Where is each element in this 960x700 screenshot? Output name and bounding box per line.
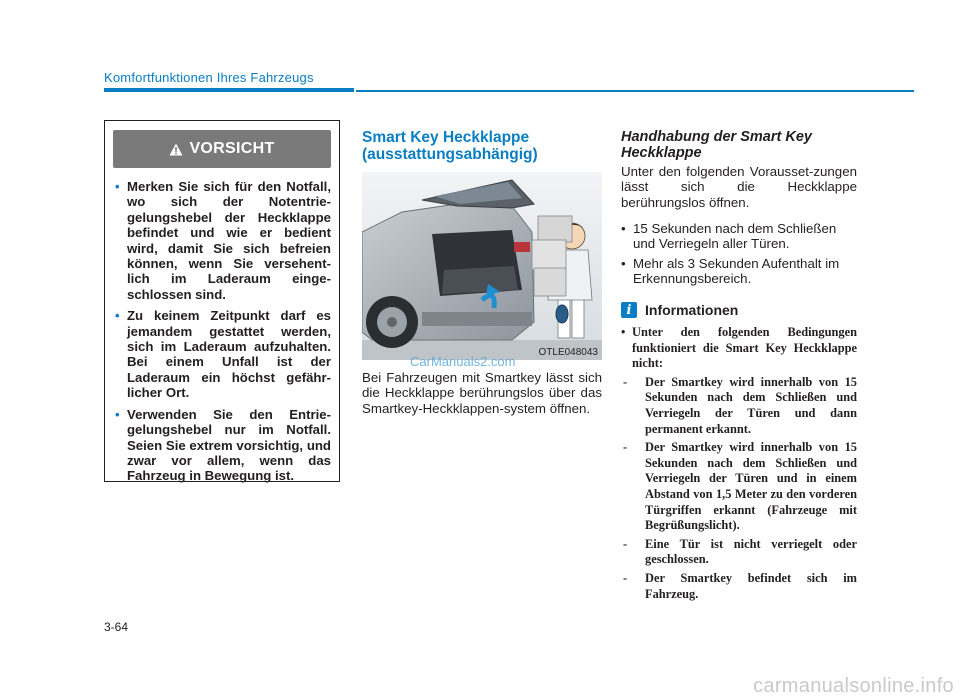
info-header (621, 302, 738, 318)
info-main-item (621, 325, 857, 372)
info-sub-item (623, 571, 857, 602)
smart-key-tailgate-title: Smart Key Heckklappe (ausstattungsabhängig) (362, 129, 538, 163)
caution-item (115, 179, 331, 302)
footer-watermark: carmanualsonline.info (753, 675, 954, 697)
header-rule-thick (104, 88, 354, 92)
info-main-text: Unter den folgenden Bedingungen funktioniert die Smart Key Heckklappe nicht: (632, 325, 857, 371)
info-sub-item (623, 537, 857, 568)
info-sub-text: Der Smartkey wird innerhalb von 15 Sekunden nach dem Schließen und Verriegeln der Türen und dann permanent erkannt. (645, 374, 857, 436)
bullet-icon: • (115, 179, 120, 194)
watermark-small: CarManuals2.com (410, 354, 516, 369)
info-sub-text: Der Smartkey wird innerhalb von 15 Sekunden nach dem Schließen und Verriegeln der Türen und in einem Abstand von 1,5 Meter zu den vorderen Türgriffen erkannt (Fahrzeuge mit Begrüßungslicht). (645, 440, 857, 533)
caution-item (115, 407, 331, 484)
info-block (621, 325, 857, 602)
tailgate-illustration (362, 172, 602, 360)
info-sub-text: Eine Tür ist nicht verriegelt oder geschlossen. (645, 536, 857, 567)
caution-item-text: Merken Sie sich für den Notfall, wo sich der Notentrie-gelungshebel der Heckklappe befindet und wie er bedient wird, damit Sie sich befreien können, wenn Sie versehent-lich im Laderaum einge-schlossen sind. (127, 179, 331, 302)
info-icon: i (621, 302, 637, 318)
section-header-title: Komfortfunktionen Ihres Fahrzeugs (104, 70, 314, 85)
info-sub-item (623, 375, 857, 437)
header-rule-thin (356, 90, 914, 92)
caution-item (115, 308, 331, 400)
bullet-icon: • (621, 325, 626, 339)
caution-item-text: Zu keinem Zeitpunkt darf es jemandem gestattet werden, sich im Laderaum aufzuhalten. Bei einem Unfall ist der Laderaum ein höchst gefähr-licher Ort. (127, 308, 331, 401)
conditions-list (621, 221, 857, 290)
info-sub-item (623, 440, 857, 534)
figure-code: OTLE048043 (538, 347, 598, 358)
caution-header (113, 129, 331, 169)
condition-text: 15 Sekunden nach dem Schließen und Verriegeln aller Türen. (633, 221, 837, 252)
caution-list (115, 179, 331, 490)
dash-marker: - (623, 374, 628, 389)
caution-title: VORSICHT (189, 140, 275, 157)
bullet-icon: • (621, 255, 626, 271)
page-number: 3-64 (104, 620, 129, 634)
caution-header-bar (113, 130, 331, 168)
dash-marker: - (623, 570, 628, 585)
dash-marker: - (623, 440, 628, 455)
list-item (621, 221, 857, 252)
car-rear-open-tailgate-image (362, 172, 602, 360)
info-title: Informationen (645, 302, 739, 318)
info-sub-text: Der Smartkey befindet sich im Fahrzeug. (645, 570, 857, 601)
dash-marker: - (623, 536, 628, 551)
bullet-icon: • (115, 308, 120, 324)
smart-key-description: Bei Fahrzeugen mit Smartkey lässt sich die Heckklappe berührungslos über das Smartkey-Heckklappen-system öffnen. (362, 370, 602, 416)
list-item (621, 256, 857, 287)
caution-box (104, 120, 340, 482)
caution-item-text: Verwenden Sie den Entrie-gelungshebel nur im Notfall. Seien Sie extrem vorsichtig, und zwar vor allem, wenn das Fahrzeug in Bewegung ist. (127, 406, 331, 484)
bullet-icon: • (115, 406, 120, 422)
handling-title: Handhabung der Smart Key Heckklappe (621, 129, 812, 161)
handling-intro: Unter den folgenden Vorausset-zungen lässt sich die Heckklappe berührungslos öffnen. (621, 164, 857, 210)
condition-text: Mehr als 3 Sekunden Aufenthalt im Erkennungsbereich. (633, 255, 840, 286)
bullet-icon: • (621, 221, 626, 236)
warning-triangle-icon (169, 143, 183, 156)
